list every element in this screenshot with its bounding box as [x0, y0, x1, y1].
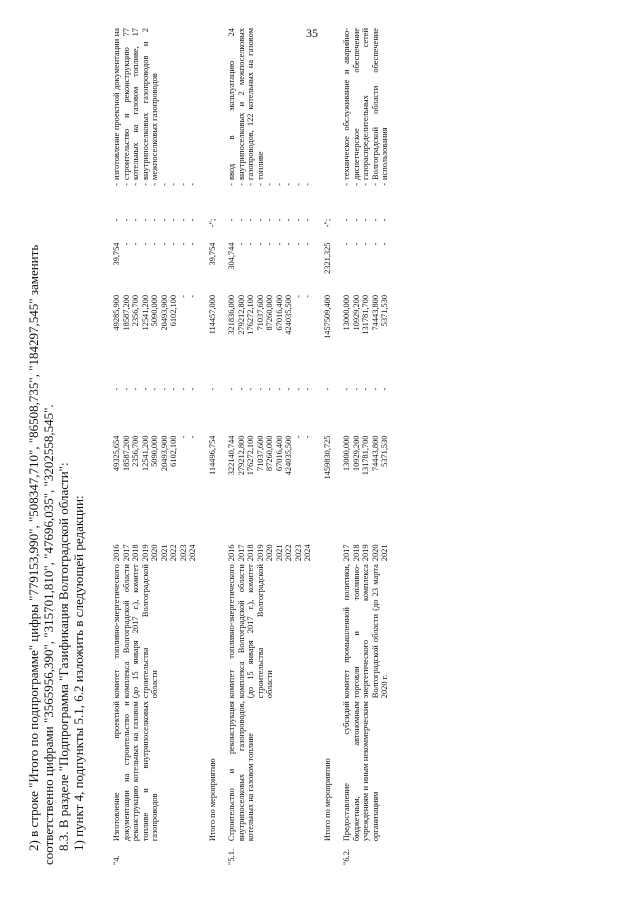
amount-federal-value: - [131, 387, 140, 391]
amount-extra-value: - [188, 182, 197, 186]
amount-federal [108, 385, 198, 433]
amount-federal-value: - [255, 387, 265, 391]
amount-regional-value: 424035,500 [284, 294, 293, 335]
total-other: -"; [322, 218, 332, 228]
total-amount: 1459830,725 [322, 435, 332, 480]
year-list [223, 518, 313, 561]
amount-local-value: - [293, 242, 303, 246]
amount-local-value: - [303, 242, 312, 246]
amount-local-value: - [169, 242, 178, 246]
amount-regional-value: - [293, 294, 303, 298]
amount-regional-value: 12541,200 [140, 294, 150, 331]
amount-total-value: 5371,530 [380, 435, 389, 467]
total-federal: - [322, 387, 332, 391]
year-list-value: 2019 [361, 544, 370, 562]
amount-local-value: - [246, 242, 255, 246]
amount-total-value: 87260,000 [265, 435, 274, 472]
table-row [338, 25, 390, 865]
amount-local-value: 304,744 [227, 242, 236, 270]
amount-regional-value: 10929,200 [351, 294, 361, 331]
activity-name: Строительство и реконструкция внутрипоселковых газопроводов, котельных на газовом топливе [227, 701, 255, 842]
amount-regional-value: 74443,800 [370, 294, 380, 331]
year-list-value: 2024 [303, 544, 312, 562]
amount-local-value: - [121, 242, 131, 246]
year-list-value: 2019 [140, 544, 150, 562]
amount-regional-value: 18587,200 [121, 294, 131, 331]
total-extra [198, 180, 224, 216]
amount-total-value: 67016,400 [274, 435, 284, 472]
amount-local-value: - [370, 242, 380, 246]
amount-local-value: - [131, 242, 140, 246]
amount-other [338, 216, 390, 240]
total-regional: 1457509,400 [322, 294, 332, 339]
activity-name: Изготовление проектной документации на строительство и реконструкцию котельных на газовом топливе и внутрипоселковых газопроводов [112, 701, 159, 842]
year-list-value: 2020 [370, 544, 380, 562]
amount-total-value: 20493,900 [159, 435, 169, 472]
year-list-value: 2018 [246, 544, 255, 562]
total-label: Итого по мероприятию [322, 758, 332, 842]
amount-other-value: - [131, 218, 140, 222]
year-list [108, 518, 198, 561]
amount-total [108, 433, 198, 519]
intro-line-2: соответственно цифрами "3565956,390", "315701,810", "47696,035", "3202558,545". [41, 404, 56, 865]
amount-extra-value: - [131, 182, 140, 186]
amount-local-value: - [284, 242, 293, 246]
amount-total-value: 131781,700 [361, 435, 370, 476]
amount-other-value: - [178, 218, 188, 222]
expected-result: изготовление проектной документации на строительство и реконструкцию 77 котельных на газовом топливе, 17 внутрипоселковых газопроводов и 2 межпоселковых газопроводов [112, 28, 159, 180]
amount-other-value: - [265, 218, 274, 222]
amount-total-value: 424035,500 [284, 435, 293, 476]
year-list-value: 2016 [227, 544, 236, 562]
amount-local-value: - [140, 242, 150, 246]
amount-regional-value: 279212,800 [236, 294, 246, 335]
amount-other-value: - [370, 218, 380, 222]
amount-extra-value: - [112, 182, 121, 186]
total-spacer [313, 841, 339, 865]
row-number: "4. [112, 855, 121, 865]
amount-total [223, 433, 313, 519]
total-local: 2321,325 [322, 242, 332, 274]
amount-federal-value: - [380, 387, 389, 391]
year-list-value: 2018 [351, 544, 361, 562]
amount-local-value: - [236, 242, 246, 246]
total-row [198, 25, 224, 865]
expected-result: ввод в эксплуатацию 24 внутрипоселковых и 2 межпоселковых газопроводов, 122 котельных на газовом топливе [227, 28, 265, 180]
amount-other-value: - [246, 218, 255, 222]
amount-federal [223, 385, 313, 433]
amount-regional-value: 20493,900 [159, 294, 169, 331]
amount-total-value: 12541,200 [140, 435, 150, 472]
amount-regional-value: 67016,400 [274, 294, 284, 331]
intro-line-3: 8.3. В разделе "Подпрограмма "Газификация Волгоградской области": [56, 462, 71, 851]
amount-extra-value: - [342, 182, 351, 186]
executor: комитет топливно-энергетического комплекса Волгоградской области (до 15 января 2017 г.), комитет строительства Волгоградской области [227, 564, 274, 699]
amount-federal-value: - [112, 387, 121, 391]
amount-other-value: - [293, 218, 303, 222]
amount-local [108, 240, 198, 292]
amount-federal-value: - [303, 387, 312, 391]
amount-local-value: - [361, 242, 370, 246]
amount-regional [338, 292, 390, 385]
amount-other-value: - [188, 218, 197, 222]
amount-other-value: - [159, 218, 169, 222]
amount-regional-value: 5371,530 [380, 294, 389, 327]
amount-total-value: 279212,800 [236, 435, 246, 476]
amount-other-value: - [284, 218, 293, 222]
amount-local-value: 39,754 [112, 242, 121, 266]
amount-local-value: - [188, 242, 197, 246]
amount-extra-value: - [255, 182, 265, 186]
amount-regional-value: - [303, 294, 312, 298]
amount-federal-value: - [284, 387, 293, 391]
amount-other-value: - [255, 218, 265, 222]
amount-regional-value: 6102,100 [169, 294, 178, 327]
amount-local-value: - [274, 242, 284, 246]
amount-federal-value: - [140, 387, 150, 391]
amount-federal-value: - [227, 387, 236, 391]
amount-total-value: 74443,800 [370, 435, 380, 472]
amount-local-value: - [380, 242, 389, 246]
year-list-value: 2019 [255, 544, 265, 562]
amount-extra-value: - [370, 182, 380, 186]
amount-regional [223, 292, 313, 385]
executor: комитет топливно-энергетического комплекса Волгоградской области (до 15 января 2017 г.), комитет строительства Волгоградской области [112, 564, 159, 699]
total-extra [313, 180, 339, 216]
amount-regional-value: 321836,000 [227, 294, 236, 335]
amount-other-value: - [380, 218, 389, 222]
year-list-value: 2017 [236, 544, 246, 562]
activity-name: Предоставление субсидий бюджетным, автономным учреждениям и иным некоммерческим организациям [342, 701, 380, 842]
amount-local-value: - [351, 242, 361, 246]
amount-other-value: - [351, 218, 361, 222]
amount-total-value: 49325,654 [112, 435, 121, 472]
amount-total-value: 10929,200 [351, 435, 361, 472]
page-number: 35 [306, 26, 318, 40]
amount-extra-value: - [159, 182, 169, 186]
intro-line-4: 1) пункт 4, подпункты 5.1, 6.2 изложить в следующей редакции: [71, 495, 86, 851]
amount-federal-value: - [293, 387, 303, 391]
amount-total-value: - [178, 435, 188, 439]
amount-total-value: - [188, 435, 197, 439]
amount-federal-value: - [150, 387, 159, 391]
year-list-value: 2024 [188, 544, 197, 562]
amount-extra-value: - [150, 182, 159, 186]
amount-regional-value: 87260,000 [265, 294, 274, 331]
amount-federal-value: - [178, 387, 188, 391]
amount-extra-value: - [351, 182, 361, 186]
year-list-value: 2016 [112, 544, 121, 562]
amount-extra [108, 180, 198, 216]
year-list-value: 2023 [178, 544, 188, 562]
total-amount: 114496,754 [207, 435, 217, 475]
amount-extra [338, 180, 390, 216]
amount-extra-value: - [236, 182, 246, 186]
amount-extra [223, 180, 313, 216]
amount-federal-value: - [188, 387, 197, 391]
amount-total-value: 2356,700 [131, 435, 140, 467]
year-list-value: 2020 [265, 544, 274, 562]
amount-total-value: 18587,200 [121, 435, 131, 472]
year-list-value: 2023 [293, 544, 303, 562]
amount-federal-value: - [265, 387, 274, 391]
amount-extra-value: - [246, 182, 255, 186]
amount-regional-value: - [188, 294, 197, 298]
amount-extra-value: - [140, 182, 150, 186]
amount-federal-value: - [351, 387, 361, 391]
amount-extra-value: - [265, 182, 274, 186]
amount-regional-value: 176272,100 [246, 294, 255, 335]
amount-local-value: - [342, 242, 351, 246]
amount-federal-value: - [121, 387, 131, 391]
amount-extra-value: - [284, 182, 293, 186]
year-list-value: 2021 [380, 544, 389, 562]
table-row [108, 25, 198, 865]
amount-total [338, 433, 390, 519]
amount-local-value: - [265, 242, 274, 246]
amount-local-value: - [150, 242, 159, 246]
amount-other-value: - [140, 218, 150, 222]
year-list-value: 2018 [131, 544, 140, 562]
amount-extra-value: - [274, 182, 284, 186]
total-local: 39,754 [207, 242, 217, 266]
amount-local-value: - [178, 242, 188, 246]
total-federal: - [207, 387, 217, 391]
total-other: -"; [207, 218, 217, 228]
amount-federal-value: - [169, 387, 178, 391]
year-list-value: 2021 [274, 544, 284, 562]
amount-extra-value: - [121, 182, 131, 186]
amount-total-value: 6102,100 [169, 435, 178, 467]
amount-extra-value: - [361, 182, 370, 186]
total-result [198, 25, 224, 180]
amount-other-value: - [303, 218, 312, 222]
total-spacer [198, 841, 224, 865]
amount-federal-value: - [274, 387, 284, 391]
amount-other-value: - [236, 218, 246, 222]
amount-total-value: - [293, 435, 303, 439]
amount-federal-value: - [246, 387, 255, 391]
amount-total-value: 71037,600 [255, 435, 265, 472]
amount-local-value: - [159, 242, 169, 246]
amount-local [223, 240, 313, 292]
total-regional: 114457,000 [207, 294, 217, 335]
amount-regional-value: 5090,000 [150, 294, 159, 327]
year-list-value: 2021 [159, 544, 169, 562]
intro-line-1: 2) в строке "Итого по подпрограмме" цифры "779153,990", "508347,710", "86508,735", "184297,545" заменить [26, 244, 41, 851]
year-list-value: 2022 [169, 544, 178, 562]
total-result [313, 25, 339, 180]
amount-other [108, 216, 198, 240]
amount-extra-value: - [293, 182, 303, 186]
amount-other-value: - [274, 218, 284, 222]
amount-regional-value: - [178, 294, 188, 298]
amount-federal-value: - [361, 387, 370, 391]
amount-regional-value: 49285,900 [112, 294, 121, 331]
program-table [108, 25, 390, 865]
amount-extra-value: - [178, 182, 188, 186]
amount-extra-value: - [169, 182, 178, 186]
amount-extra-value: - [380, 182, 389, 186]
amount-extra-value: - [303, 182, 312, 186]
year-list [338, 518, 390, 561]
amount-federal-value: - [370, 387, 380, 391]
amount-total-value: 5090,000 [150, 435, 159, 467]
amount-other-value: - [342, 218, 351, 222]
amount-regional [108, 292, 198, 385]
total-label: Итого по мероприятию [207, 758, 217, 842]
amount-regional-value: 131781,700 [361, 294, 370, 335]
intro-text [26, 25, 86, 865]
amount-local-value: - [255, 242, 265, 246]
amount-regional-value: 71037,600 [255, 294, 265, 331]
amount-other-value: - [150, 218, 159, 222]
amount-other-value: - [227, 218, 236, 222]
row-number: "5.1. [227, 849, 236, 865]
amount-regional-value: 2356,700 [131, 294, 140, 327]
amount-federal-value: - [159, 387, 169, 391]
amount-extra-value: - [227, 182, 236, 186]
amount-total-value: - [303, 435, 312, 439]
amount-federal-value: - [342, 387, 351, 391]
row-number: "6.2. [342, 849, 351, 865]
amount-total-value: 13000,000 [342, 435, 351, 472]
amount-other-value: - [169, 218, 178, 222]
total-row [313, 25, 339, 865]
amount-total-value: 322140,744 [227, 435, 236, 476]
rotated-document-body [26, 25, 640, 865]
amount-other-value: - [112, 218, 121, 222]
amount-other-value: - [361, 218, 370, 222]
amount-total-value: 176272,100 [246, 435, 255, 476]
amount-other [223, 216, 313, 240]
amount-local [338, 240, 390, 292]
year-list-value: 2017 [121, 544, 131, 562]
amount-federal [338, 385, 390, 433]
year-list-value: 2022 [284, 544, 293, 562]
executor: комитет промышленной политики, торговли и топливно-энергетического комплекса Волгоградской области (до 23 марта 2020 г. [342, 564, 389, 699]
year-list-value: 2020 [150, 544, 159, 562]
year-list-value: 2017 [342, 544, 351, 562]
amount-federal-value: - [236, 387, 246, 391]
amount-other-value: - [121, 218, 131, 222]
amount-regional-value: 13000,000 [342, 294, 351, 331]
table-row [223, 25, 313, 865]
expected-result: техническое обслуживание и аварийно-диспетчерское обеспечение газораспределительных сетей Волгоградской области обеспечение использования [342, 28, 389, 180]
